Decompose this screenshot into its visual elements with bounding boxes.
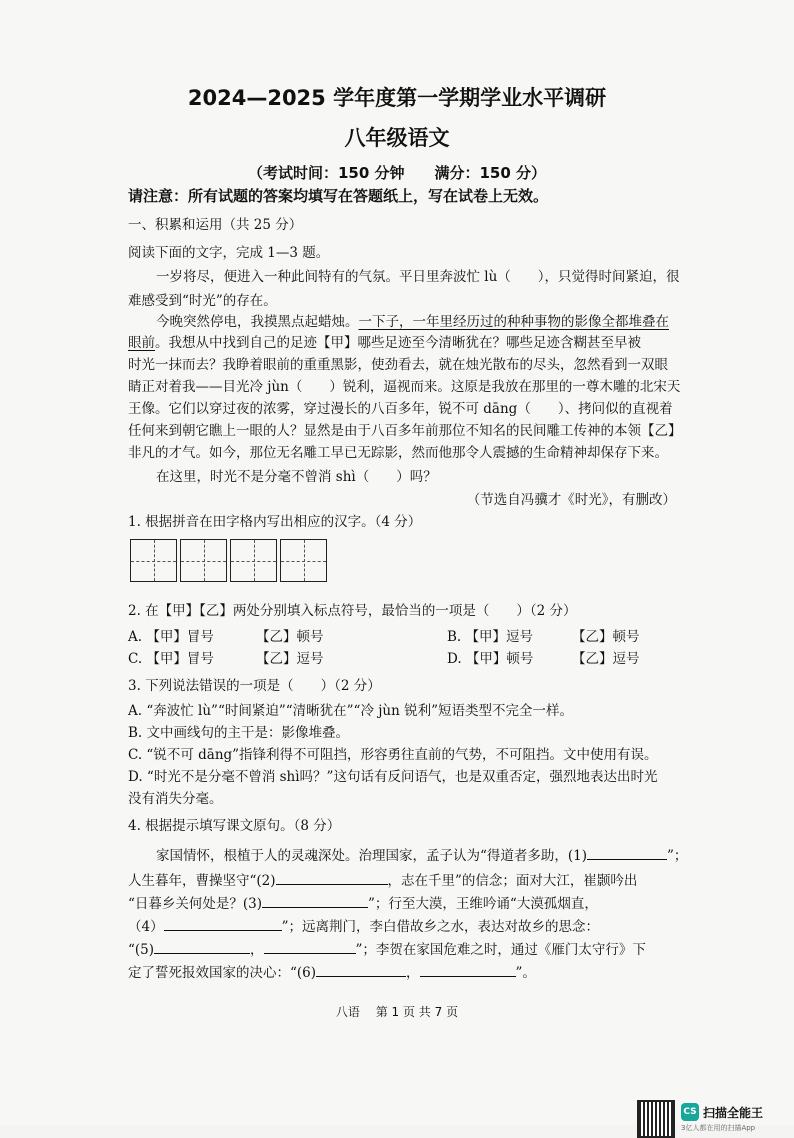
q4-line: 定了誓死报效国家的决心：“(6) ， ”。 (128, 962, 676, 983)
question-2: 2. 在【甲】【乙】两处分别填入标点符号，最恰当的一项是（ ）（2 分） (128, 603, 577, 619)
q3-option-b: B. 文中画线句的主干是：影像堆叠。 (128, 725, 350, 741)
q2-option-c2: 【乙】逗号 (256, 651, 324, 667)
answer-blank[interactable] (262, 893, 368, 908)
scanner-app-slogan: 3亿人都在用的扫描App (681, 1124, 756, 1132)
passage-line: 难感受到“时光”的存在。 (128, 293, 277, 309)
notice: 请注意：所有试题的答案均填写在答题纸上，写在试卷上无效。 (128, 187, 549, 205)
q2-option-c: C. 【甲】冒号 (128, 651, 214, 667)
scanner-app-name: 扫描全能王 (703, 1106, 764, 1120)
q2-option-d2: 【乙】逗号 (572, 651, 640, 667)
question-4: 4. 根据提示填写课文原句。（8 分） (128, 818, 341, 834)
tianzige-box[interactable] (130, 539, 177, 582)
page-footer: 八语 第 1 页 共 7 页 (335, 1005, 459, 1019)
tianzige-box[interactable] (180, 539, 227, 582)
exam-info: （考试时间：150 分钟 满分：150 分） (247, 164, 547, 182)
passage-line: 一岁将尽，便进入一种此间特有的气氛。平日里奔波忙 lù（ ），只觉得时间紧迫，很 (156, 269, 680, 285)
answer-blank[interactable] (164, 916, 282, 931)
q3-option-c: C. “锐不可 dāng”指锋利得不可阻挡，形容勇往直前的气势，不可阻挡。文中使用有误。 (128, 747, 658, 763)
answer-blank[interactable] (316, 962, 406, 977)
q2-option-a: A. 【甲】冒号 (128, 629, 214, 645)
q4-line: 家国情怀，根植于人的灵魂深处。治理国家，孟子认为“得道者多助，(1) ”； (128, 845, 704, 866)
q3-option-d: D. “时光不是分毫不曾消 shì吗？”这句话有反问语气，也是双重否定，强烈地表达出时光 (128, 769, 658, 785)
q2-option-b: B. 【甲】逗号 (447, 629, 534, 645)
tianzige-box[interactable] (230, 539, 277, 582)
passage-line: 时光一抹而去？我睁着眼前的重重黑影，使劲看去，就在烛光散布的尽头，忽然看到一双眼 (128, 357, 668, 373)
tianzige-grid (130, 539, 330, 582)
section-heading: 一、积累和运用（共 25 分） (128, 217, 303, 233)
answer-blank[interactable] (154, 939, 250, 954)
instruction: 阅读下面的文字，完成 1—3 题。 (128, 245, 330, 261)
q4-line: （4） ”；远离荆门，李白借故乡之水，表达对故乡的思念： (128, 916, 676, 937)
qr-code-icon (637, 1100, 675, 1138)
answer-blank[interactable] (264, 939, 356, 954)
q4-line: 人生暮年，曹操坚守“(2) ，志在千里”的信念；面对大江，崔颢吟出 (128, 870, 676, 891)
q2-option-d: D. 【甲】顿号 (447, 651, 534, 667)
passage-line: 非凡的才气。如今，那位无名雕工早已无踪影，然而他那令人震撼的生命精神却保存下来。 (128, 445, 668, 461)
passage-line: 在这里，时光不是分毫不曾消 shì（ ）吗？ (156, 469, 437, 485)
camscanner-logo-icon: CS (681, 1103, 699, 1121)
q2-option-a2: 【乙】顿号 (256, 629, 324, 645)
q3-option-a: A. “奔波忙 lù”“时间紧迫”“清晰犹在”“冷 jùn 锐利”短语类型不完全一样。 (128, 703, 574, 719)
exam-title: 2024—2025 学年度第一学期学业水平调研 (187, 86, 607, 110)
underlined-sentence: 一下子，一年里经历过的种种事物的影像全都堆叠在 (358, 314, 669, 330)
q4-line: “(5) ， ”；李贺在家国危难之时，通过《雁门太守行》下 (128, 939, 676, 960)
question-3: 3. 下列说法错误的一项是（ ）（2 分） (128, 678, 381, 694)
subject-title: 八年级语文 (344, 126, 450, 150)
tianzige-box[interactable] (280, 539, 327, 582)
q2-option-b2: 【乙】顿号 (572, 629, 640, 645)
passage-line: 今晚突然停电，我摸黑点起蜡烛。一下子，一年里经历过的种种事物的影像全都堆叠在 (156, 314, 669, 330)
passage-source: （节选自冯骥才《时光》，有删改） (466, 492, 676, 508)
q4-line: “日暮乡关何处是？(3) ”；行至大漠，王维吟诵“大漠孤烟直， (128, 893, 676, 914)
passage-line: 眼前。我想从中找到自己的足迹【甲】哪些足迹至今清晰犹在？哪些足迹含糊甚至早被 (128, 335, 641, 351)
question-1: 1. 根据拼音在田字格内写出相应的汉字。（4 分） (128, 514, 422, 530)
underlined-sentence-end: 眼前 (128, 335, 155, 351)
passage-line: 王像。它们以穿过夜的浓雾，穿过漫长的八百多年，锐不可 dāng（ ）、拷问似的直视着 (128, 401, 673, 417)
answer-blank[interactable] (420, 962, 516, 977)
answer-blank[interactable] (276, 870, 388, 885)
answer-blank[interactable] (587, 845, 667, 860)
q3-option-d-cont: 没有消失分毫。 (128, 791, 223, 807)
passage-line: 睛正对着我——目光冷 jùn（ ）锐利，逼视而来。这原是我放在那里的一尊木雕的北宋天 (128, 379, 681, 395)
passage-line: 任何来到朝它瞧上一眼的人？显然是由于八百多年前那位不知名的民间雕工传神的本领【乙】 (128, 423, 682, 439)
